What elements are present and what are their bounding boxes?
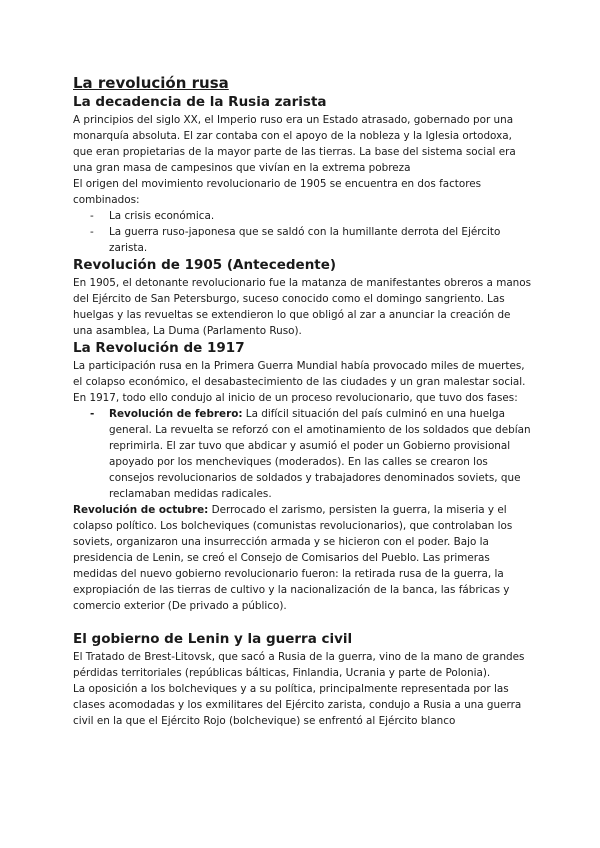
paragraph-decadencia-2: El origen del movimiento revolucionario de 1905 se encuentra en dos factores combinados:	[73, 178, 482, 206]
list-item-text: La guerra ruso-japonesa que se saldó con la humillante derrota del Ejército zarista.	[109, 226, 501, 254]
phases-list	[73, 406, 533, 502]
febrero-text: La difícil situación del país culminó en una huelga general. La revuelta se reforzó con el amotinamiento de los soldados que debían reprimirla. El zar tuvo que abdicar y asumió el poder un Gobierno provisional apoyado por los mencheviques (moderados). En las calles se crearon los consejos revolucionarios de soldados y trabajadores denominados soviets, que reclamaban medidas radicales.	[109, 408, 531, 500]
paragraph-lenin-2: La oposición a los bolcheviques y a su política, principalmente representada por las clases acomodadas y los exmilitares del Ejército zarista, condujo a Rusia a una guerra civil en la que el Ejército Rojo (bolchevique) se enfrentó al Ejército blanco	[73, 683, 522, 727]
paragraph-lenin-1: El Tratado de Brest-Litovsk, que sacó a Rusia de la guerra, vino de la mano de grandes pérdidas territoriales (repúblicas bálticas, Finlandia, Ucrania y parte de Polonia).	[73, 651, 525, 679]
octubre-text: Derrocado el zarismo, persisten la guerra, la miseria y el colapso político. Los bolcheviques (comunistas revolucionarios), que controlaban los soviets, organizaron una insurrección armada y se hicieron con el poder. Bajo la presidencia de Lenin, se creó el Consejo de Comisarios del Pueblo. Las primeras medidas del nuevo gobierno revolucionario fueron: la retirada rusa de la guerra, la expropiación de las tierras de cultivo y la nacionalización de la banca, las fábricas y comercio exterior (De privado a público).	[73, 504, 513, 612]
document-title: La revolución rusa	[73, 74, 229, 92]
list-item	[73, 224, 533, 256]
paragraph-decadencia-1: A principios del siglo XX, el Imperio ruso era un Estado atrasado, gobernado por una monarquía absoluta. El zar contaba con el apoyo de la nobleza y la Iglesia ortodoxa, que eran propietarias de la mayor parte de las tierras. La base del sistema social era una gran masa de campesinos que vivían en la extrema pobreza	[73, 114, 516, 174]
factors-list	[73, 208, 533, 256]
heading-decadencia: La decadencia de la Rusia zarista	[73, 94, 327, 110]
paragraph-1905: En 1905, el detonante revolucionario fue la matanza de manifestantes obreros a manos del Ejército de San Petersburgo, suceso conocido como el domingo sangriento. Las huelgas y las revueltas se extendieron lo que obligó al zar a anunciar la creación de una asamblea, La Duma (Parlamento Ruso).	[73, 277, 532, 337]
paragraph-1917: La participación rusa en la Primera Guerra Mundial había provocado miles de muertes, el colapso económico, el desabastecimiento de las ciudades y un gran malestar social. En 1917, todo ello condujo al inicio de un proceso revolucionario, que tuvo dos fases:	[73, 360, 526, 404]
febrero-label: Revolución de febrero:	[109, 408, 243, 420]
dash-bullet-icon: -	[90, 210, 94, 222]
heading-1917: La Revolución de 1917	[73, 340, 245, 356]
paragraph-octubre	[73, 502, 533, 614]
list-item-febrero	[73, 406, 533, 502]
list-item	[73, 208, 533, 224]
section-spacer	[73, 614, 533, 630]
dash-bullet-icon: -	[90, 408, 95, 420]
octubre-label: Revolución de octubre:	[73, 504, 209, 516]
dash-bullet-icon: -	[90, 226, 94, 238]
heading-1905: Revolución de 1905 (Antecedente)	[73, 257, 337, 273]
document-page	[73, 74, 533, 729]
list-item-text: La crisis económica.	[109, 210, 215, 222]
heading-lenin: El gobierno de Lenin y la guerra civil	[73, 631, 353, 647]
